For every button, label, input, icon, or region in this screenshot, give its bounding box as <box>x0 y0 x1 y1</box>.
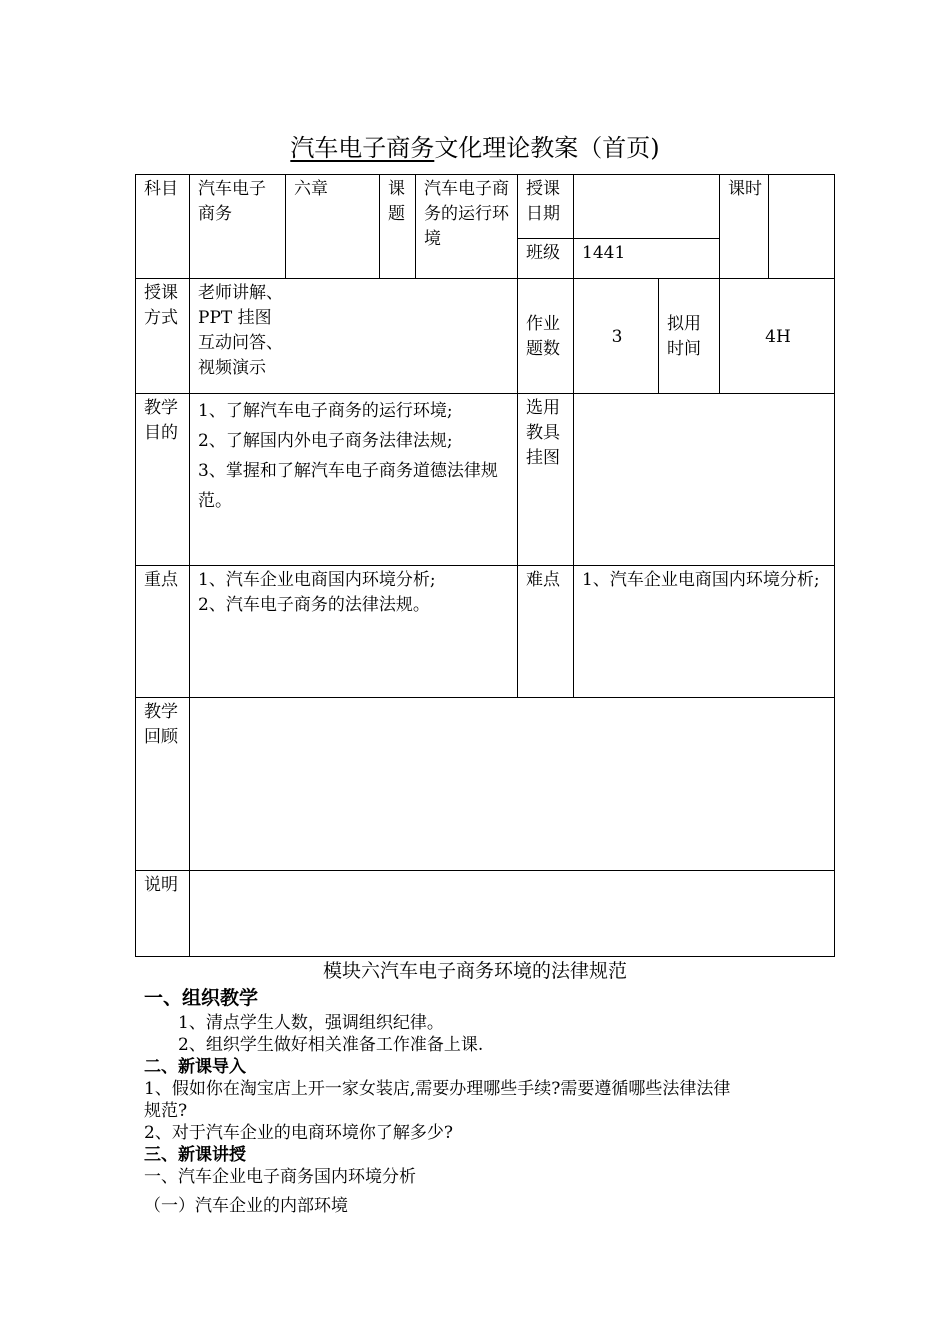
section-heading: 一、汽车企业电子商务国内环境分析 <box>144 1167 416 1187</box>
heading-intro: 二、新课导入 <box>144 1057 246 1077</box>
method-item: PPT 挂图 <box>198 308 272 328</box>
page-title-rest: 文化理论教案（首页) <box>434 134 660 162</box>
review-label: 教学回顾 <box>136 698 190 871</box>
method-label: 授课方式 <box>136 279 190 394</box>
subject-label: 科目 <box>136 175 190 279</box>
objective-item: 2、了解国内外电子商务法律法规; <box>198 431 453 451</box>
notes-label: 说明 <box>136 871 190 957</box>
method-list <box>190 279 518 394</box>
objective-list <box>190 394 518 566</box>
time-label: 拟用时间 <box>659 279 720 394</box>
objective-item: 3、掌握和了解汽车电子商务道德法律规范。 <box>198 461 498 511</box>
chapter-value: 六章 <box>286 175 380 279</box>
keypoints-list <box>190 566 518 698</box>
method-item: 视频演示 <box>198 358 266 378</box>
hours-value <box>769 175 835 279</box>
keypoint-item: 1、汽车企业电商国内环境分析; <box>198 570 436 590</box>
difficulty-value: 1、汽车企业电商国内环境分析; <box>574 566 835 698</box>
heading-organize: 一、组织教学 <box>144 987 259 1009</box>
subsection-heading: （一）汽车企业的内部环境 <box>144 1196 348 1216</box>
hours-label: 课时 <box>720 175 769 279</box>
organize-item: 1、清点学生人数，强调组织纪律。 <box>178 1013 444 1033</box>
topic-label: 课题 <box>380 175 416 279</box>
heading-teaching: 三、新课讲授 <box>144 1145 246 1165</box>
date-value <box>574 175 720 239</box>
intro-question-1-cont: 规范? <box>144 1101 188 1121</box>
objective-label: 教学目的 <box>136 394 190 566</box>
topic-value: 汽车电子商务的运行环境 <box>416 175 518 279</box>
method-item: 老师讲解、 <box>198 283 283 303</box>
method-item: 互动问答、 <box>198 333 283 353</box>
homework-value: 3 <box>574 279 659 394</box>
keypoint-item: 2、汽车电子商务的法律法规。 <box>198 595 430 615</box>
page-title-underlined: 汽车电子商务 <box>290 134 435 162</box>
keypoints-label: 重点 <box>136 566 190 698</box>
class-value: 1441 <box>574 239 720 279</box>
page-title <box>0 131 950 165</box>
intro-question-2: 2、对于汽车企业的电商环境你了解多少? <box>144 1123 453 1143</box>
objective-item: 1、了解汽车电子商务的运行环境; <box>198 401 453 421</box>
difficulty-label: 难点 <box>518 566 574 698</box>
tools-value <box>574 394 835 566</box>
lesson-plan-table <box>135 174 835 957</box>
subject-value: 汽车电子商务 <box>190 175 286 279</box>
tools-label: 选用教具挂图 <box>518 394 574 566</box>
date-label: 授课日期 <box>518 175 574 239</box>
organize-item: 2、组织学生做好相关准备工作准备上课. <box>178 1035 484 1055</box>
review-value <box>190 698 835 871</box>
module-title: 模块六汽车电子商务环境的法律规范 <box>322 960 627 982</box>
notes-value <box>190 871 835 957</box>
intro-question-1: 1、假如你在淘宝店上开一家女装店,需要办理哪些手续?需要遵循哪些法律法律 <box>144 1079 731 1099</box>
class-label: 班级 <box>518 239 574 279</box>
time-value: 4H <box>720 279 835 394</box>
homework-label: 作业题数 <box>518 279 574 394</box>
